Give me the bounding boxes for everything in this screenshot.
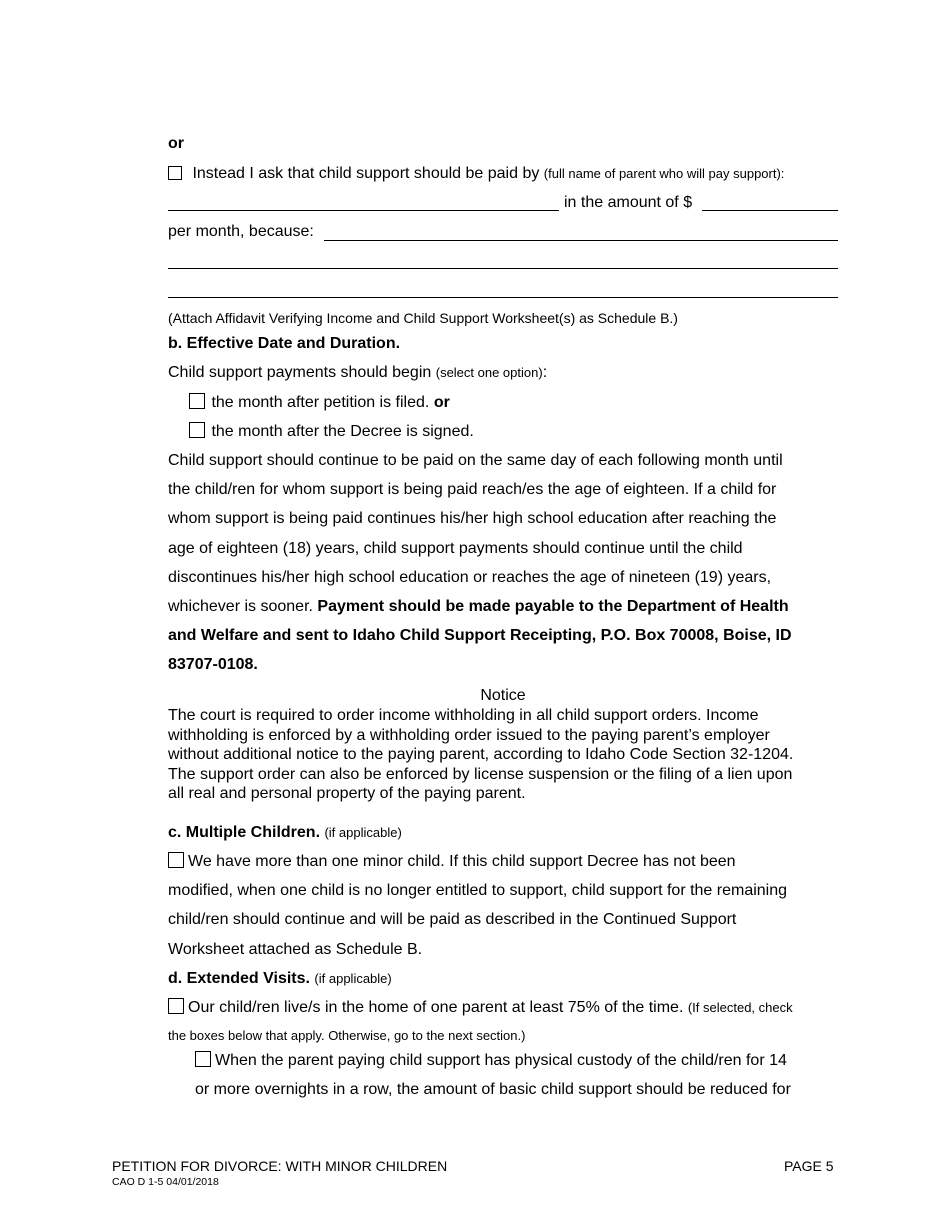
multiple-children-paragraph (168, 852, 848, 969)
parent-name-field[interactable] (168, 210, 559, 211)
section-d-heading: d. Extended Visits. (168, 970, 310, 987)
payment-instruction-1: Payment should be made payable to the Department of Health (317, 597, 789, 615)
multiple-children-checkbox[interactable] (168, 852, 184, 868)
footer-page-number: PAGE 5 (784, 1158, 834, 1174)
section-b-heading: b. Effective Date and Duration. (168, 335, 401, 352)
petition-filed-text: the month after petition is filed. (211, 394, 430, 411)
notice-line: without additional notice to the paying parent, according to Idaho Code Section 32-1204. (168, 746, 794, 763)
paragraph-line: the child/ren for whom support is being paid reach/es the age of eighteen. If a child for (168, 481, 777, 499)
begin-option-petition (189, 393, 450, 413)
per-month-label: per month, because: (168, 223, 314, 240)
notice-line: all real and personal property of the paying parent. (168, 785, 526, 802)
instead-option-hint: (full name of parent who will pay support): (543, 166, 785, 181)
physical-custody-text: When the parent paying child support has physical custody of the child/ren for 14 (215, 1052, 787, 1069)
notice-line: withholding is enforced by a withholding order issued to the paying parent’s employer (168, 726, 770, 744)
begin-text: Child support payments should begin (168, 364, 432, 381)
notice-title: Notice (480, 687, 526, 704)
begin-hint: (select one option) (435, 365, 543, 380)
extended-visits-hint: (If selected, check (687, 1000, 793, 1015)
begin-colon: : (542, 364, 548, 381)
footer-title: PETITION FOR DIVORCE: WITH MINOR CHILDREN (112, 1158, 448, 1174)
whichever-text: whichever is sooner. (168, 597, 313, 615)
begin-row (168, 363, 547, 383)
duration-paragraph (168, 451, 848, 685)
reason-field-line-3[interactable] (168, 297, 838, 298)
paragraph-line: Child support should continue to be paid on the same day of each following month until (168, 452, 783, 469)
section-d-hint: (if applicable) (314, 971, 392, 986)
petition-filed-checkbox[interactable] (189, 393, 205, 409)
multiple-children-text: We have more than one minor child. If this child support Decree has not been (188, 853, 736, 870)
physical-custody-row (195, 1051, 787, 1071)
multiple-children-row (168, 852, 848, 881)
section-c-heading: c. Multiple Children. (168, 824, 321, 841)
section-c-heading-row (168, 823, 402, 843)
section-c-hint: (if applicable) (324, 825, 402, 840)
footer-form-code: CAO D 1-5 04/01/2018 (112, 1176, 219, 1188)
reason-field-line-2[interactable] (168, 268, 838, 269)
begin-option-decree (189, 422, 474, 442)
instead-parent-checkbox[interactable] (168, 166, 182, 180)
extended-visits-text: Our child/ren live/s in the home of one parent at least 75% of the time. (188, 999, 684, 1016)
notice-body (168, 706, 848, 804)
instead-option-row (168, 164, 784, 184)
decree-signed-text: the month after the Decree is signed. (211, 423, 474, 440)
extended-visits-hint-continued: the boxes below that apply. Otherwise, go to the next section.) (168, 1028, 526, 1043)
paragraph-line: discontinues his/her high school education or reaches the age of nineteen (19) years, (168, 568, 772, 586)
paragraph-line: age of eighteen (18) years, child support payments should continue until the child (168, 539, 743, 557)
amount-field[interactable] (702, 210, 838, 211)
petition-filed-or: or (433, 394, 450, 411)
payment-instruction-2: and Welfare and sent to Idaho Child Support Receipting, P.O. Box 70008, Boise, ID (168, 627, 792, 645)
notice-line: The support order can also be enforced by license suspension or the filing of a lien upon (168, 765, 793, 783)
payment-instruction-3: 83707-0108. (168, 656, 258, 674)
paragraph-line: whom support is being paid continues his/her high school education after reaching the (168, 510, 777, 528)
notice-line: The court is required to order income withholding in all child support orders. Income (168, 707, 759, 724)
instead-option-text: Instead I ask that child support should be paid by (192, 165, 540, 182)
physical-custody-text-continued: or more overnights in a row, the amount of basic child support should be reduced for (195, 1081, 791, 1098)
or-label: or (168, 135, 184, 152)
paragraph-line-mixed (168, 597, 848, 626)
physical-custody-checkbox[interactable] (195, 1051, 211, 1067)
amount-label: in the amount of $ (564, 194, 693, 211)
extended-visits-row (168, 998, 793, 1018)
paragraph-line: Worksheet attached as Schedule B. (168, 940, 423, 958)
attach-note: (Attach Affidavit Verifying Income and Child Support Worksheet(s) as Schedule B.) (168, 310, 678, 326)
extended-visits-checkbox[interactable] (168, 998, 184, 1014)
paragraph-line: child/ren should continue and will be paid as described in the Continued Support (168, 911, 737, 929)
reason-field-line-1[interactable] (324, 240, 838, 241)
decree-signed-checkbox[interactable] (189, 422, 205, 438)
section-d-heading-row (168, 969, 392, 989)
paragraph-line: modified, when one child is no longer entitled to support, child support for the remaining (168, 882, 788, 900)
